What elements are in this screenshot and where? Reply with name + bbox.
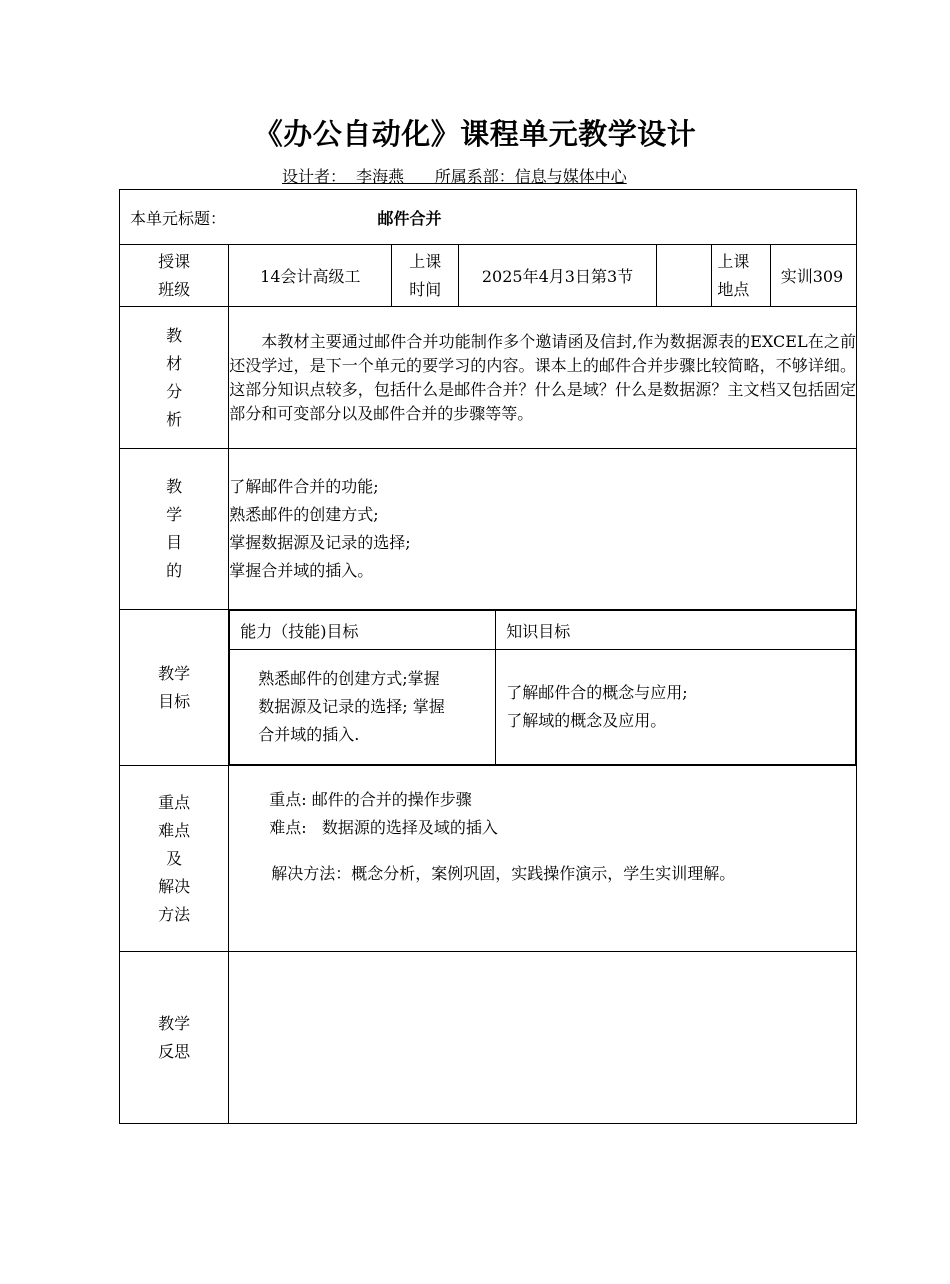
keypoints-label: 重点 难点 及 解决 方法	[120, 766, 229, 952]
reflection-label: 教学 反思	[120, 952, 229, 1124]
time-value: 2025年4月3日第3节	[459, 245, 657, 307]
purpose-item: 了解邮件合并的功能;	[229, 477, 379, 496]
place-label: 上课 地点	[656, 245, 770, 307]
reflection-row	[120, 952, 857, 1124]
class-value: 14会计高级工	[229, 245, 392, 307]
teaching-purpose-row	[120, 449, 857, 610]
purpose-item: 掌握合并域的插入。	[229, 561, 374, 580]
material-label: 教 材 分 析	[120, 307, 229, 449]
reflection-content[interactable]	[229, 952, 857, 1124]
keypoints-row	[120, 766, 857, 952]
purpose-label: 教 学 目 的	[120, 449, 229, 610]
goals-subtable	[229, 610, 856, 765]
ability-goal-text: 熟悉邮件的创建方式;掌握 数据源及记录的选择; 掌握 合并域的插入.	[230, 650, 496, 765]
document-title: 《办公自动化》课程单元教学设计	[253, 117, 697, 151]
lesson-plan-table	[119, 189, 857, 1124]
difficulty-text: 难点: 数据源的选择及域的插入	[269, 818, 498, 837]
purpose-item: 掌握数据源及记录的选择;	[229, 533, 411, 552]
material-analysis-row	[120, 307, 857, 449]
unit-title-row	[120, 190, 857, 245]
unit-title-value: 邮件合并	[377, 208, 442, 228]
unit-title-label: 本单元标题：	[130, 208, 227, 228]
teaching-goals-row	[120, 610, 857, 766]
knowledge-goal-header: 知识目标	[496, 611, 856, 650]
focus-text: 重点: 邮件的合并的操作步骤	[269, 790, 472, 809]
solution-text: 解决方法：概念分析，案例巩固，实践操作演示，学生实训理解。	[271, 864, 736, 883]
goals-label: 教学 目标	[120, 610, 229, 766]
designer-byline: 设计者： 李海燕 所属系部：信息与媒体中心	[282, 167, 627, 186]
purpose-item: 熟悉邮件的创建方式;	[229, 505, 379, 524]
info-row	[120, 245, 857, 307]
purpose-list	[229, 449, 857, 610]
place-value: 实训309	[770, 245, 856, 307]
knowledge-goal-text: 了解邮件合的概念与应用; 了解域的概念及应用。	[496, 650, 856, 765]
material-text: 本教材主要通过邮件合并功能制作多个邀请函及信封,作为数据源表的EXCEL在之前还没学过，是下一个单元的要学习的内容。课本上的邮件合并步骤比较简略，不够详细。这部分知识点较多，包括什么是邮件合并？什么是域？什么是数据源？主文档又包括固定部分和可变部分以及邮件合并的步骤等等。	[229, 307, 857, 449]
class-label: 授课 班级	[120, 245, 229, 307]
keypoints-content	[229, 766, 857, 952]
ability-goal-header: 能力（技能)目标	[230, 611, 496, 650]
time-label: 上课 时间	[392, 245, 459, 307]
